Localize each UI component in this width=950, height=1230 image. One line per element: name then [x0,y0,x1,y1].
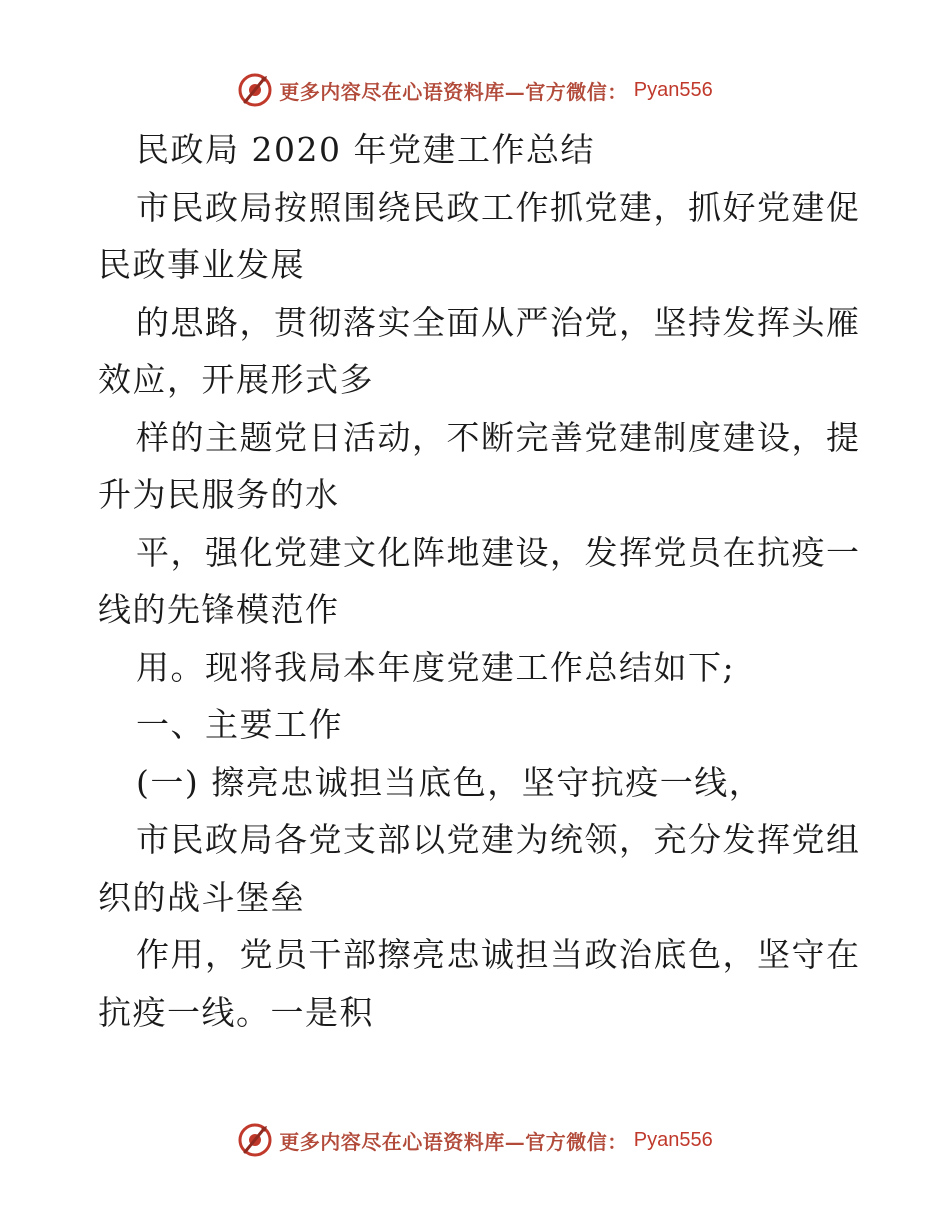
paragraph-line: 样的主题党日活动，不断完善党建制度建设，提 [136,417,861,457]
paragraph-line: 线的先锋模范作 [98,590,340,629]
paragraph-line: 用。现将我局本年度党建工作总结如下; [136,647,736,687]
paragraph-line: 效应，开展形式多 [98,360,374,399]
paragraph-line: 市民政局各党支部以党建为统领，充分发挥党组 [136,820,861,859]
paragraph-line: 抗疫一线。一是积 [98,992,374,1032]
watermark-header [0,70,950,110]
paragraph-line: 平，强化党建文化阵地建设，发挥党员在抗疫一 [136,532,861,572]
watermark-text: 更多内容尽在心语资料库—官方微信： [279,79,628,104]
watermark-footer [0,1120,950,1160]
document-title: 民政局 2020 年党建工作总结 [136,130,595,169]
watermark-wechat-id: Pyan556 [633,78,713,101]
subsection-heading: (一) 擦亮忠诚担当底色，坚守抗疫一线， [136,762,764,802]
paragraph-line: 升为民服务的水 [98,475,340,514]
watermark-wechat-id: Pyan556 [633,1128,713,1151]
paragraph-line: 的思路，贯彻落实全面从严治党，坚持发挥头雁 [136,302,861,342]
brush-logo-icon [237,1122,273,1158]
brush-logo-icon [237,72,273,108]
paragraph-line: 织的战斗堡垒 [98,877,305,917]
section-heading: 一、主要工作 [136,705,343,744]
paragraph-line: 作用，党员干部擦亮忠诚担当政治底色，坚守在 [136,935,861,974]
paragraph-line: 民政事业发展 [98,245,305,284]
watermark-text: 更多内容尽在心语资料库—官方微信： [279,1129,628,1154]
document-body [98,121,861,1041]
paragraph-line: 市民政局按照围绕民政工作抓党建，抓好党建促 [136,187,861,227]
